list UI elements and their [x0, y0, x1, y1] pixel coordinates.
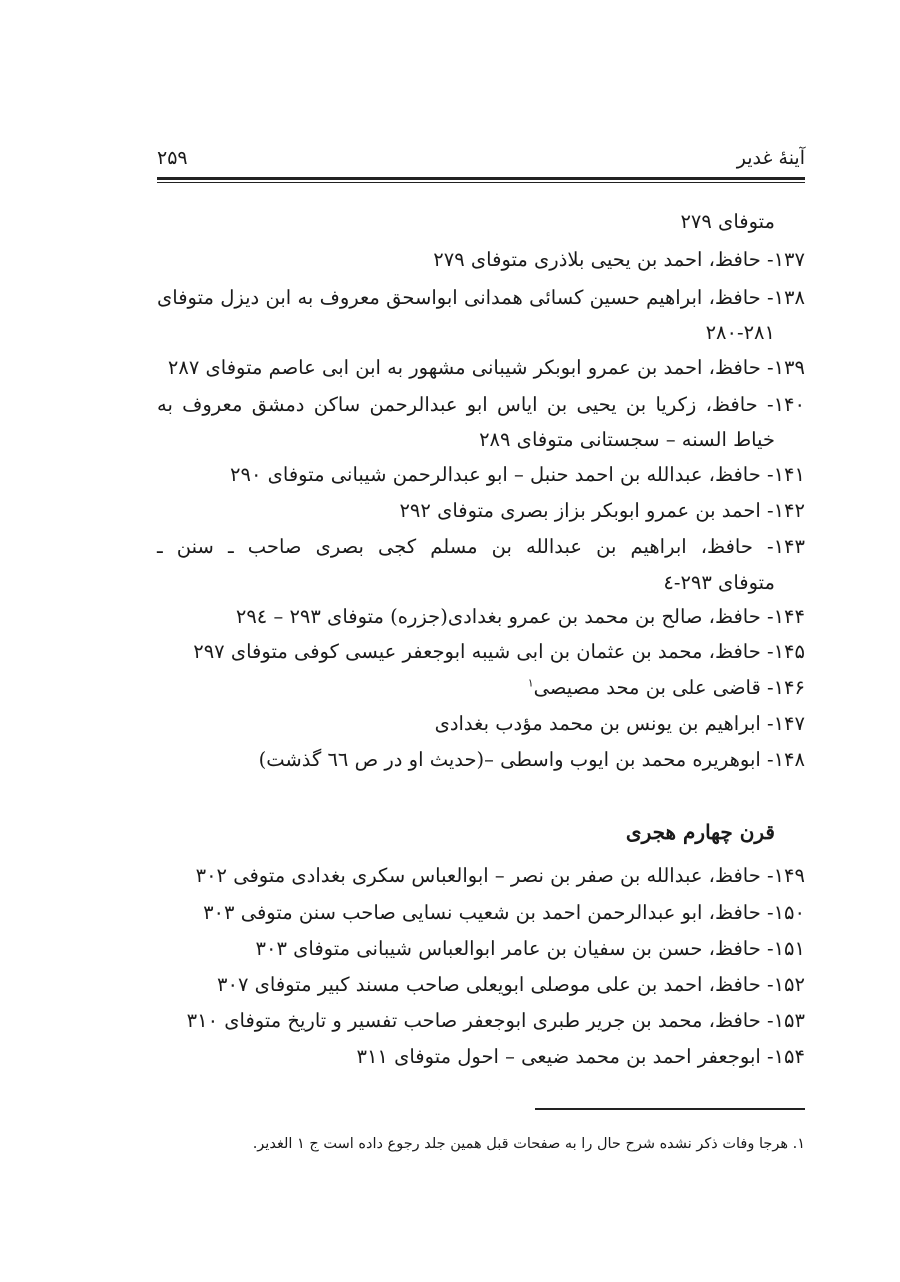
header-rule-thin	[157, 182, 805, 183]
page-number: ۲۵۹	[157, 147, 188, 169]
list-item-143: ۱۴۳- حافظ، ابراهيم بن عبدالله بن مسلم كجی بصری صاحب ـ سنن ـ	[157, 535, 805, 558]
list-item-147: ۱۴۷- ابراهيم بن يونس بن محمد مؤدب بغدادی	[434, 712, 805, 735]
list-item-139: ۱۳۹- حافظ، احمد بن عمرو ابوبكر شيبانی مشهور به ابن ابی عاصم متوفای ۲۸۷	[167, 356, 805, 379]
list-item-145: ۱۴۵- حافظ، محمد بن عثمان بن ابی شيبه ابوجعفر عيسی كوفی متوفای ۲۹۷	[193, 640, 805, 663]
list-item-152: ۱۵۲- حافظ، احمد بن علی موصلی ابويعلی صاحب مسند كبير متوفای ۳۰۷	[217, 973, 805, 996]
list-item-151: ۱۵۱- حافظ، حسن بن سفيان بن عامر ابوالعباس شيبانی متوفای ۳۰۳	[255, 937, 805, 960]
list-item-142: ۱۴۲- احمد بن عمرو ابوبكر بزاز بصری متوفای ۲۹۲	[399, 499, 805, 522]
list-item-153: ۱۵۳- حافظ، محمد بن جرير طبری ابوجعفر صاحب تفسير و تاريخ متوفای ۳۱۰	[186, 1009, 805, 1032]
list-item-137: ۱۳۷- حافظ، احمد بن يحيى بلاذری متوفای ۲۷۹	[433, 248, 805, 271]
text-line: ۲۸۰-۲۸۱	[705, 321, 775, 344]
list-item-149: ۱۴۹- حافظ، عبدالله بن صفر بن نصر – ابوالعباس سكری بغدادی متوفی ۳۰۲	[195, 864, 805, 887]
section-heading: قرن چهارم هجری	[625, 820, 775, 844]
running-header	[157, 145, 805, 175]
list-item-146	[528, 678, 805, 698]
text-line: متوفای ۲۷۹	[680, 210, 775, 233]
list-item-150: ۱۵۰- حافظ، ابو عبدالرحمن احمد بن شعيب نسايی صاحب سنن متوفی ۳۰۳	[203, 901, 805, 924]
list-item-148: ۱۴۸- ابوهريره محمد بن ايوب واسطی –(حديث او در ص ٦٦ گذشت)	[258, 748, 805, 771]
text-line: خياط السنه – سجستانی متوفای ۲۸۹	[479, 428, 775, 451]
text-line: متوفای ۲۹۳-٤	[663, 571, 775, 594]
list-item-146-text: ۱۴۶- قاضی علی بن محد مصيصی	[533, 676, 805, 699]
book-title: آينهٔ غدير	[736, 147, 805, 169]
list-item-138: ۱۳۸- حافظ، ابراهيم حسين كسائی همدانی ابواسحق معروف به ابن ديزل متوفای	[157, 286, 805, 309]
footnote-text: ۱. هرجا وفات ذكر نشده شرح حال را به صفحات قبل همين جلد رجوع داده است ج ۱ الغدير.	[252, 1136, 805, 1152]
list-item-141: ۱۴۱- حافظ، عبدالله بن احمد حنبل – ابو عبدالرحمن شيبانی متوفای ۲۹۰	[230, 463, 805, 486]
footnote-separator	[535, 1108, 805, 1110]
header-rule-thick	[157, 177, 805, 180]
footnote-marker: ۱	[527, 676, 534, 690]
list-item-140: ۱۴۰- حافظ، زكريا بن يحيى بن اياس ابو عبدالرحمن ساكن دمشق معروف به	[157, 393, 805, 416]
list-item-144: ۱۴۴- حافظ، صالح بن محمد بن عمرو بغدادی(جزره) متوفای ۲۹۳ – ۲۹٤	[235, 605, 805, 628]
list-item-154: ۱۵۴- ابوجعفر احمد بن محمد ضيعی – احول متوفای ۳۱۱	[356, 1045, 805, 1068]
